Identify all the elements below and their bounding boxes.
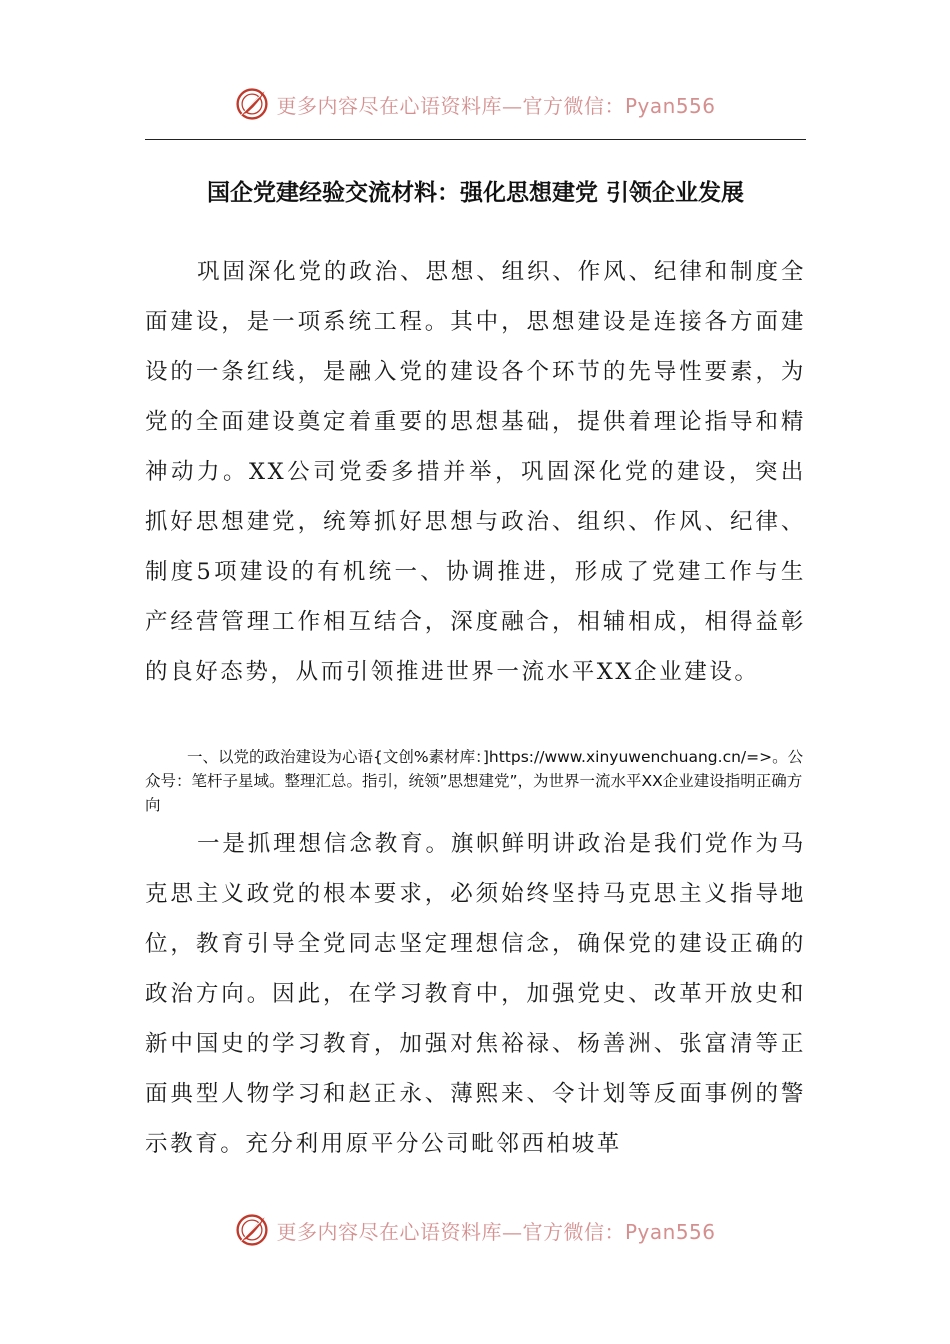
footer-banner-wechat-id: Pyan556: [624, 1219, 716, 1244]
footer-banner-text: 更多内容尽在心语资料库—官方微信：: [276, 1219, 625, 1244]
footer-banner: [0, 1208, 950, 1252]
body-paragraph-section1: 一是抓理想信念教育。旗帜鲜明讲政治是我们党作为马克思主义政党的根本要求，必须始终坚持马克思主义指导地位，教育引导全党同志坚定理想信念，确保党的建设正确的政治方向。因此，在学习教育中，加强党史、改革开放史和新中国史的学习教育，加强对焦裕禄、杨善洲、张富清等正面典型人物学习和赵正永、薄熙来、令计划等反面事例的警示教育。充分利用原平分公司毗邻西柏坡革: [145, 831, 806, 1157]
section-heading: 一、以党的政治建设为心语{文创%素材库：]https://www.xinyuwenchuang.cn/=>。公众号：笔杆子星域。整理汇总。指引，统领”思想建党”，为世界一流水平XX企业建设指明正确方向: [145, 748, 804, 814]
banner-wechat-id: Pyan556: [624, 93, 716, 118]
feather-logo-icon: [234, 1212, 270, 1248]
feather-logo-icon: [234, 86, 270, 122]
header-banner: [0, 82, 950, 126]
body-paragraph-intro: 巩固深化党的政治、思想、组织、作风、纪律和制度全面建设，是一项系统工程。其中，思想建设是连接各方面建设的一条红线，是融入党的建设各个环节的先导性要素，为党的全面建设奠定着重要的思想基础，提供着理论指导和精神动力。XX公司党委多措并举，巩固深化党的建设，突出抓好思想建党，统筹抓好思想与政治、组织、作风、纪律、制度5项建设的有机统一、协调推进，形成了党建工作与生产经营管理工作相互结合，深度融合，相辅相成，相得益彰的良好态势，从而引领推进世界一流水平XX企业建设。: [145, 259, 806, 685]
banner-text: 更多内容尽在心语资料库—官方微信：: [276, 93, 625, 118]
document-title: 国企党建经验交流材料：强化思想建党 引领企业发展: [206, 180, 744, 206]
header-rule: [145, 139, 806, 140]
